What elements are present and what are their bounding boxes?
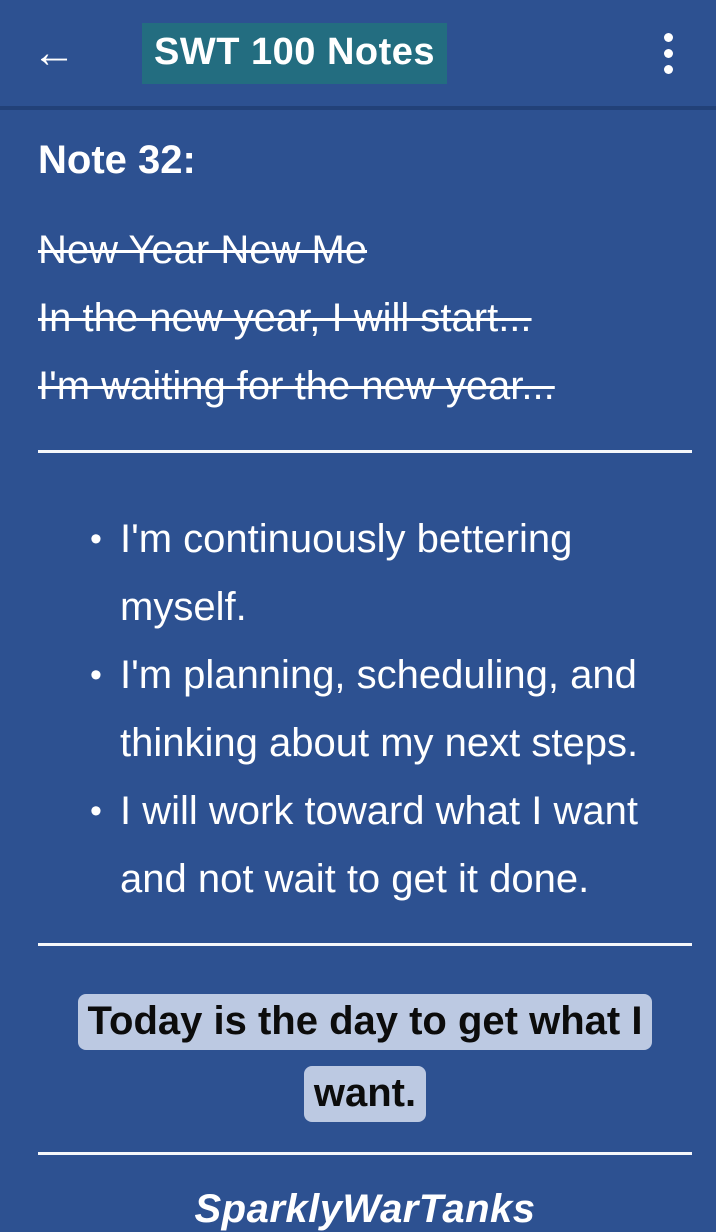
kebab-dot-icon xyxy=(664,65,673,74)
kebab-dot-icon xyxy=(664,49,673,58)
bullet-text: I'm planning, scheduling, and thinking about my next steps. xyxy=(120,653,639,765)
bullet-list xyxy=(90,505,696,913)
highlighted-quote xyxy=(38,978,692,1122)
app-title[interactable]: SWT 100 Notes xyxy=(142,23,447,84)
note-content[interactable] xyxy=(0,110,716,1232)
bullet-icon: • xyxy=(90,520,102,558)
list-item xyxy=(90,641,696,777)
list-item xyxy=(90,505,696,641)
struck-line: New Year New Me xyxy=(38,228,368,272)
quote-line-highlight: want. xyxy=(304,1066,426,1122)
back-button[interactable] xyxy=(28,27,80,79)
overflow-menu-button[interactable] xyxy=(646,23,690,83)
signature-text: SparklyWarTanks xyxy=(194,1187,536,1231)
kebab-dot-icon xyxy=(664,33,673,42)
struck-line: I'm waiting for the new year... xyxy=(38,364,555,408)
quote-line-highlight: Today is the day to get what I xyxy=(78,994,653,1050)
app-bar xyxy=(0,0,716,110)
note-title: Note 32: xyxy=(38,138,196,182)
strikethrough-block xyxy=(38,216,692,420)
divider xyxy=(38,1152,692,1155)
bullet-text: I will work toward what I want and not wait to get it done. xyxy=(120,789,638,901)
bullet-icon: • xyxy=(90,656,102,694)
divider xyxy=(38,450,692,453)
bullet-text: I'm continuously bettering myself. xyxy=(120,517,573,629)
bullet-icon: • xyxy=(90,792,102,830)
back-arrow-icon: ← xyxy=(32,28,76,77)
list-item xyxy=(90,777,696,913)
struck-line: In the new year, I will start... xyxy=(38,296,532,340)
divider xyxy=(38,943,692,946)
